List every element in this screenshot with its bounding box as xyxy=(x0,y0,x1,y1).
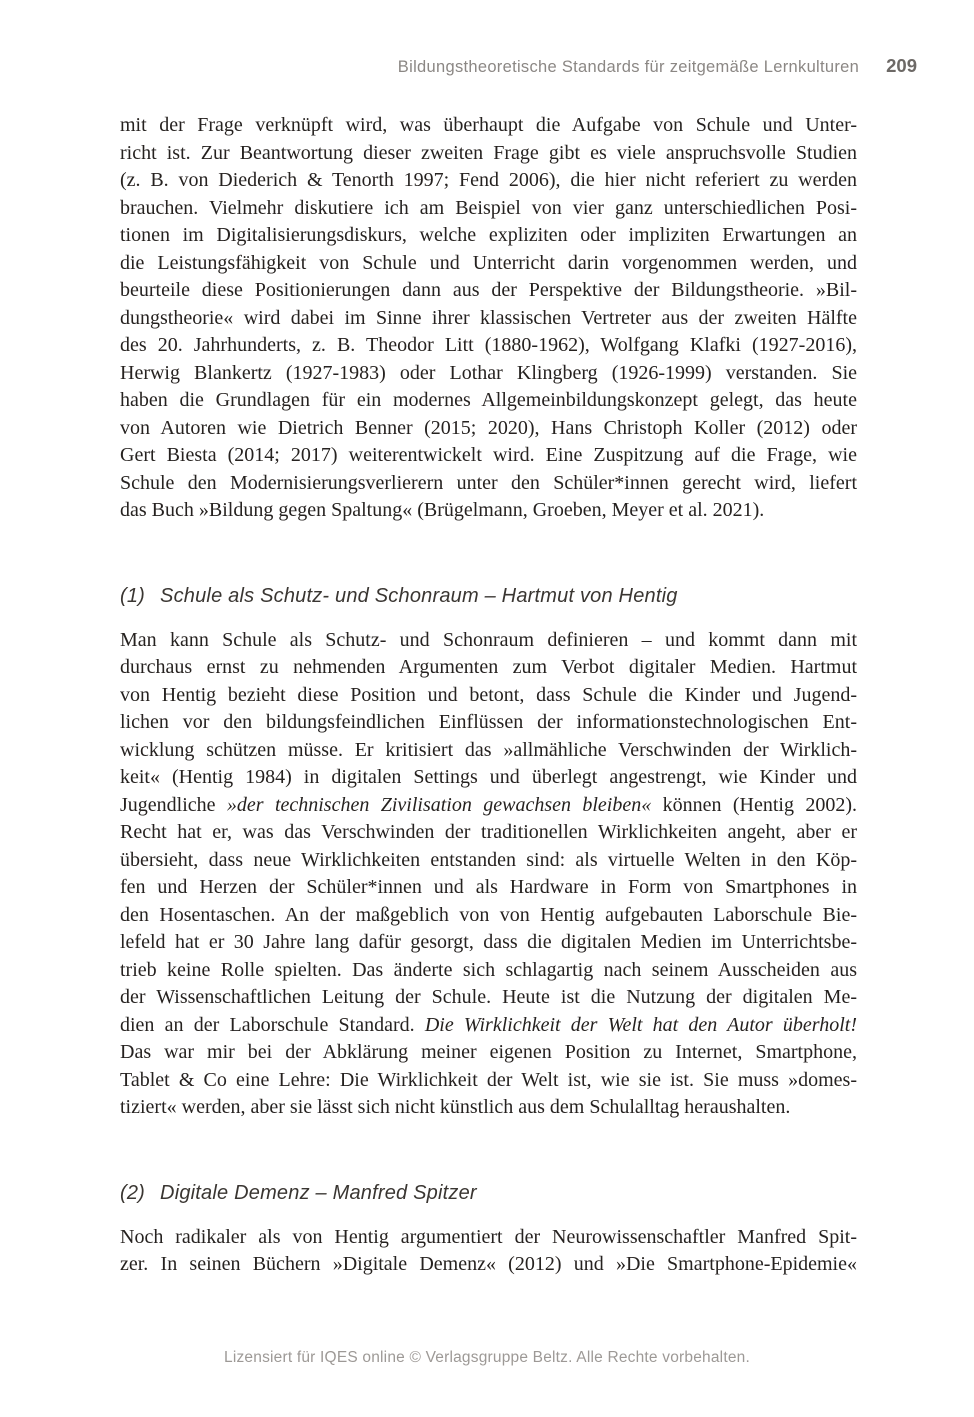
heading-text: Digitale Demenz – Manfred Spitzer xyxy=(160,1181,477,1204)
paragraph xyxy=(120,627,857,1122)
license-note: Lizensiert für IQES online © Verlagsgruppe Beltz. Alle Rechte vorbehalten. xyxy=(224,1349,750,1366)
page-body xyxy=(120,112,857,1279)
text-line: übersieht, dass neue Wirklichkeiten entstanden sind: als virtuelle Welten in den Köp- xyxy=(120,848,857,871)
text-line: Tablet & Co eine Lehre: Die Wirklichkeit der Welt ist, wie sie ist. Sie muss »domes- xyxy=(120,1068,857,1091)
text-line: dien an der Laborschule Standard. Die Wirklichkeit der Welt hat den Autor überholt! xyxy=(120,1013,857,1036)
paragraph xyxy=(120,112,857,525)
page-footer xyxy=(0,1349,974,1367)
text-line: zer. In seinen Büchern »Digitale Demenz« (2012) und »Die Smartphone-Epidemie« xyxy=(120,1253,857,1275)
heading-number: (1) xyxy=(120,584,146,607)
text-line: tionen im Digitalisierungsdiskurs, welche expliziten oder impliziten Erwartungen an xyxy=(120,224,857,246)
text-line: der Wissenschaftlichen Leitung der Schule. Heute ist die Nutzung der digitalen Me- xyxy=(120,986,857,1008)
text-line: (z. B. von Diederich & Tenorth 1997; Fend 2006), die hier nicht referiert zu werden xyxy=(120,169,857,191)
text-line: die Leistungsfähigkeit von Schule und Unterricht darin vorgenommen werden, und xyxy=(120,251,857,274)
text-line: Recht hat er, was das Verschwinden der traditionellen Wirklichkeiten angeht, aber er xyxy=(120,821,857,843)
text-line: Jugendliche »der technischen Zivilisation gewachsen bleiben« können (Hentig 2002). xyxy=(120,793,857,816)
running-head: Bildungstheoretische Standards für zeitgemäße Lernkulturen xyxy=(397,58,860,76)
page-number: 209 xyxy=(886,55,917,76)
text-line: von Autoren wie Dietrich Benner (2015; 2020), Hans Christoph Koller (2012) oder xyxy=(120,416,857,439)
text-line: des 20. Jahrhunderts, z. B. Theodor Litt (1880-1962), Wolfgang Klafki (1927-2016), xyxy=(120,334,857,356)
text-line: Noch radikaler als von Hentig argumentiert der Neurowissenschaftler Manfred Spit- xyxy=(120,1225,857,1248)
text-line: haben die Grundlagen für ein modernes Allgemeinbildungskonzept gelegt, das heute xyxy=(120,389,857,411)
page-header xyxy=(120,55,917,77)
text-line: von Hentig bezieht diese Position und betont, dass Schule die Kinder und Jugend- xyxy=(120,683,857,706)
text-line: Man kann Schule als Schutz- und Schonraum definieren – und kommt dann mit xyxy=(120,628,857,651)
paragraph xyxy=(120,1224,857,1279)
text-line: fen und Herzen der Schüler*innen und als Hardware in Form von Smartphones in xyxy=(120,876,857,898)
heading-text: Schule als Schutz- und Schonraum – Hartmut von Hentig xyxy=(160,584,678,607)
text-line: lefeld hat er 30 Jahre lang dafür gesorgt, dass die digitalen Medien im Unterrichtsbe- xyxy=(120,931,857,953)
text-line: lichen vor den bildungsfeindlichen Einflüssen der informationstechnologischen Ent- xyxy=(120,711,857,733)
text-line: dungstheorie« wird dabei im Sinne ihrer klassischen Vertreter aus der zweiten Hälfte xyxy=(120,306,857,329)
text-line: Schule den Modernisierungsverlierern unter den Schüler*innen gerecht wird, liefert xyxy=(120,471,857,494)
text-line: keit« (Hentig 1984) in digitalen Settings und überlegt angestrengt, wie Kinder und xyxy=(120,766,857,788)
text-line: brauchen. Vielmehr diskutiere ich am Beispiel von vier ganz unterschiedlichen Posi- xyxy=(120,196,857,219)
text-line: den Hosentaschen. An der maßgeblich von von Hentig aufgebauten Laborschule Bie- xyxy=(120,903,857,926)
text-line: richt ist. Zur Beantwortung dieser zweiten Frage gibt es viele anspruchsvolle Studien xyxy=(120,141,857,164)
heading-number: (2) xyxy=(120,1181,146,1204)
text-line: Gert Biesta (2014; 2017) weiterentwickelt wird. Eine Zuspitzung auf die Frage, wie xyxy=(120,444,857,466)
section-heading xyxy=(120,583,857,609)
section-heading xyxy=(120,1180,857,1206)
text-line: trieb keine Rolle spielten. Das änderte sich schlagartig nach seinem Ausscheiden aus xyxy=(120,958,857,981)
text-line: beurteile diese Positionierungen dann aus der Perspektive der Bildungstheorie. »Bil- xyxy=(120,279,857,301)
text-line: das Buch »Bildung gegen Spaltung« (Brügelmann, Groeben, Meyer et al. 2021). xyxy=(120,499,765,521)
text-line: wicklung schützen müsse. Er kritisiert das »allmähliche Verschwinden der Wirklich- xyxy=(120,738,857,761)
text-line: Herwig Blankertz (1927-1983) oder Lothar Klingberg (1926-1999) verstanden. Sie xyxy=(120,361,857,384)
text-line: mit der Frage verknüpft wird, was überhaupt die Aufgabe von Schule und Unter- xyxy=(120,114,857,136)
text-line: tiziert« werden, aber sie lässt sich nicht künstlich aus dem Schulalltag heraushalten. xyxy=(120,1096,791,1118)
text-line: Das war mir bei der Abklärung meiner eigenen Position zu Internet, Smartphone, xyxy=(120,1041,857,1063)
text-line: durchaus ernst zu nehmenden Argumenten zum Verbot digitaler Medien. Hartmut xyxy=(120,656,857,678)
